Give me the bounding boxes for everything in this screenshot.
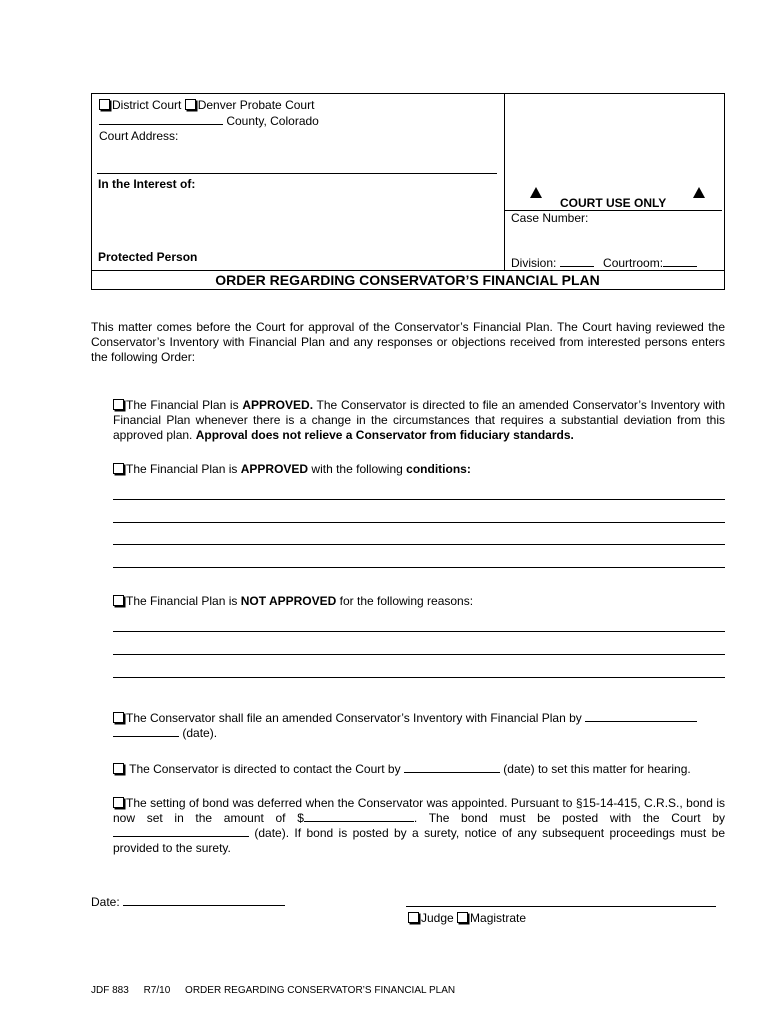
opt2-text-a: The Financial Plan is [126, 462, 241, 476]
reasons-line-2[interactable] [113, 654, 725, 655]
intro-paragraph: This matter comes before the Court for approval of the Conservator’s Financial Plan. The Court having reviewed the Conservator’s Inventory with Financial Plan and any responses or objections received from interested persons enters the following Order: [91, 320, 725, 364]
option-bond [113, 796, 725, 856]
arrow-up-icon-right [693, 187, 705, 198]
reasons-line-3[interactable] [113, 677, 725, 678]
bond-checkbox[interactable] [113, 797, 124, 808]
conditions-line-4[interactable] [113, 567, 725, 568]
approved-conditions-checkbox[interactable] [113, 463, 124, 474]
conditions-line-3[interactable] [113, 544, 725, 545]
opt4-text-b: (date). [182, 726, 218, 740]
protected-person-label: Protected Person [98, 250, 198, 264]
amended-date-blank-1[interactable] [585, 721, 697, 722]
bond-amount-blank[interactable] [304, 821, 414, 822]
option-amended-inventory [113, 711, 725, 741]
opt5-text-a: The Conservator is directed to contact the Court by [126, 762, 401, 776]
amended-inventory-checkbox[interactable] [113, 712, 124, 723]
judge-label: Judge [421, 911, 454, 925]
opt6-text-a: The setting of bond was deferred when the Conservator was appointed. Pursuant to §15-14-415, C.R.S., bond is now set in the amount of $ [113, 796, 725, 825]
opt1-text-a: The Financial Plan is [126, 398, 243, 412]
option-contact-court [113, 762, 725, 777]
judge-checkbox[interactable] [408, 912, 419, 923]
date-blank[interactable] [123, 905, 285, 906]
case-number-label: Case Number: [511, 211, 589, 225]
footer-form-number: JDF 883 [91, 985, 129, 996]
footer-revision: R7/10 [143, 985, 171, 996]
magistrate-label: Magistrate [470, 911, 527, 925]
division-label: Division: [511, 256, 557, 270]
amended-date-blank-2[interactable] [113, 736, 179, 737]
opt3-text-a: The Financial Plan is [126, 594, 241, 608]
district-court-checkbox[interactable] [99, 99, 110, 110]
opt6-text-c: (date). If bond is posted by a surety, notice of any subsequent proceedings must be provided to the surety. [113, 826, 725, 855]
caption-divider [504, 93, 505, 271]
division-courtroom [511, 256, 697, 270]
county-label: County, Colorado [226, 114, 319, 128]
court-address-label: Court Address: [99, 129, 179, 143]
interest-of-label: In the Interest of: [98, 177, 196, 191]
contact-date-blank[interactable] [404, 772, 500, 773]
opt1-text-d: Approval does not relieve a Conservator from fiduciary standards. [195, 428, 574, 442]
opt2-text-d: conditions: [406, 462, 471, 476]
opt5-text-b: (date) to set this matter for hearing. [503, 762, 691, 776]
approved-checkbox[interactable] [113, 399, 124, 410]
caption-title-divider [91, 270, 724, 271]
district-court-label: District Court [112, 98, 182, 112]
bond-date-blank[interactable] [113, 836, 249, 837]
denver-probate-label: Denver Probate Court [197, 98, 315, 112]
division-blank[interactable] [560, 266, 594, 267]
footer [91, 985, 455, 996]
reasons-line-1[interactable] [113, 631, 725, 632]
date-field [91, 895, 285, 909]
opt3-text-b: NOT APPROVED [240, 594, 337, 608]
court-use-only-label: COURT USE ONLY [560, 196, 667, 210]
denver-probate-checkbox[interactable] [185, 99, 196, 110]
opt2-text-b: APPROVED [240, 462, 309, 476]
opt2-text-c: with the following [308, 462, 407, 476]
not-approved-checkbox[interactable] [113, 595, 124, 606]
court-selection [99, 98, 314, 112]
contact-court-checkbox[interactable] [113, 763, 124, 774]
opt6-text-b: . The bond must be posted with the Court by [413, 811, 725, 825]
county-line [99, 114, 319, 128]
magistrate-checkbox[interactable] [457, 912, 468, 923]
page-title: ORDER REGARDING CONSERVATOR’S FINANCIAL PLAN [215, 272, 600, 288]
opt1-text-b: APPROVED. [242, 398, 314, 412]
option-approved-conditions [113, 462, 725, 477]
arrow-up-icon-left [530, 187, 542, 198]
opt3-text-c: for the following reasons: [336, 594, 474, 608]
option-approved [113, 398, 725, 443]
opt4-text-a: The Conservator shall file an amended Conservator’s Inventory with Financial Plan by [126, 711, 582, 725]
county-blank[interactable] [99, 124, 223, 125]
footer-form-name: ORDER REGARDING CONSERVATOR’S FINANCIAL PLAN [185, 985, 456, 996]
option-not-approved [113, 594, 725, 609]
date-label: Date: [91, 895, 120, 909]
address-divider [97, 173, 497, 174]
signature-line[interactable] [406, 906, 716, 907]
conditions-line-1[interactable] [113, 499, 725, 500]
conditions-line-2[interactable] [113, 522, 725, 523]
courtroom-blank[interactable] [663, 266, 697, 267]
courtroom-label: Courtroom: [603, 256, 664, 270]
opt1-text-c: The Conservator is directed to file an amended Conservator’s Inventory with Financial Plan whenever there is a change in the circumstances that requires a substantial deviation from this approved plan. [113, 398, 725, 442]
judge-magistrate [408, 911, 526, 925]
